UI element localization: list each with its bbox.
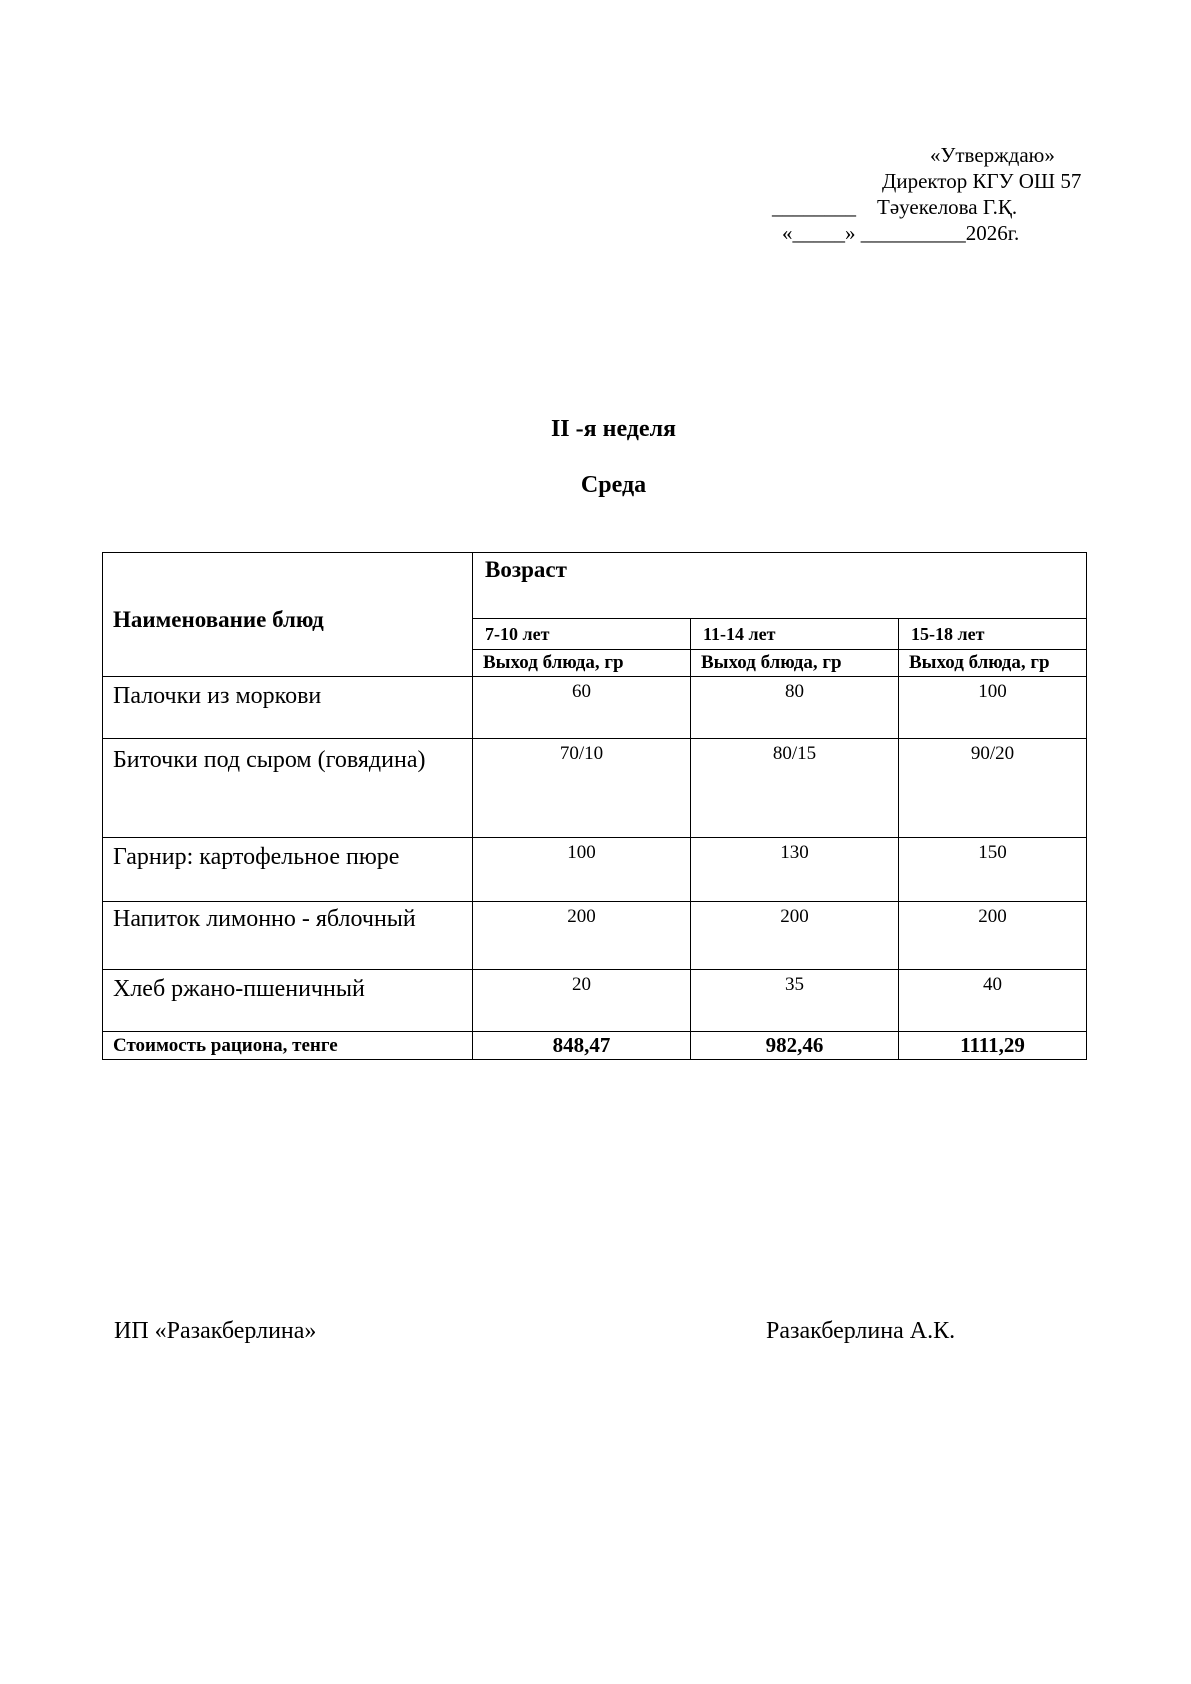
total-cost-7-10: 848,47 <box>473 1032 691 1060</box>
dish-yield: 100 <box>899 677 1087 739</box>
total-cost-11-14: 982,46 <box>691 1032 899 1060</box>
total-cost-15-18: 1111,29 <box>899 1032 1087 1060</box>
approval-date-line: «_____» __________2026г. <box>782 221 1020 245</box>
dish-yield: 80/15 <box>691 739 899 838</box>
dish-name: Биточки под сыром (говядина) <box>103 739 473 838</box>
yield-label: Выход блюда, гр <box>473 650 691 677</box>
yield-label: Выход блюда, гр <box>691 650 899 677</box>
dish-yield: 90/20 <box>899 739 1087 838</box>
table-header-row <box>103 553 1087 619</box>
total-cost-label: Стоимость рациона, тенге <box>103 1032 473 1060</box>
dish-yield: 200 <box>691 902 899 970</box>
age-group-11-14: 11-14 лет <box>691 619 899 650</box>
yield-label: Выход блюда, гр <box>899 650 1087 677</box>
age-group-15-18: 15-18 лет <box>899 619 1087 650</box>
day-title: Среда <box>580 472 647 498</box>
dish-yield: 70/10 <box>473 739 691 838</box>
header-dish-name <box>103 553 473 677</box>
age-group-7-10: 7-10 лет <box>473 619 691 650</box>
approval-position: Директор КГУ ОШ 57 <box>882 169 1082 193</box>
dish-name: Гарнир: картофельное пюре <box>103 838 473 902</box>
table-row <box>103 838 1087 902</box>
approval-title: «Утверждаю» <box>930 143 1055 167</box>
table-row <box>103 970 1087 1032</box>
footer-company: ИП «Разакберлина» <box>114 1318 317 1344</box>
dish-yield: 200 <box>473 902 691 970</box>
dish-yield: 80 <box>691 677 899 739</box>
dish-name: Хлеб ржано-пшеничный <box>103 970 473 1032</box>
table-row <box>103 902 1087 970</box>
dish-name: Палочки из моркови <box>103 677 473 739</box>
table-row <box>103 677 1087 739</box>
approval-signature-line: ________ Тәуекелова Г.Қ. <box>772 195 1018 219</box>
dish-yield: 150 <box>899 838 1087 902</box>
dish-yield: 60 <box>473 677 691 739</box>
dish-yield: 200 <box>899 902 1087 970</box>
approval-block <box>770 142 1130 246</box>
header-dish-name-text: Наименование блюд <box>113 606 324 632</box>
dish-yield: 35 <box>691 970 899 1032</box>
dish-yield: 130 <box>691 838 899 902</box>
dish-yield: 20 <box>473 970 691 1032</box>
week-title: II -я неделя <box>550 416 677 442</box>
dish-yield: 40 <box>899 970 1087 1032</box>
dish-yield: 100 <box>473 838 691 902</box>
dish-name: Напиток лимонно - яблочный <box>103 902 473 970</box>
table-row <box>103 739 1087 838</box>
header-age: Возраст <box>473 553 1087 619</box>
menu-table <box>102 552 1087 1060</box>
total-cost-row <box>103 1032 1087 1060</box>
footer-signatory: Разакберлина А.К. <box>766 1318 956 1344</box>
